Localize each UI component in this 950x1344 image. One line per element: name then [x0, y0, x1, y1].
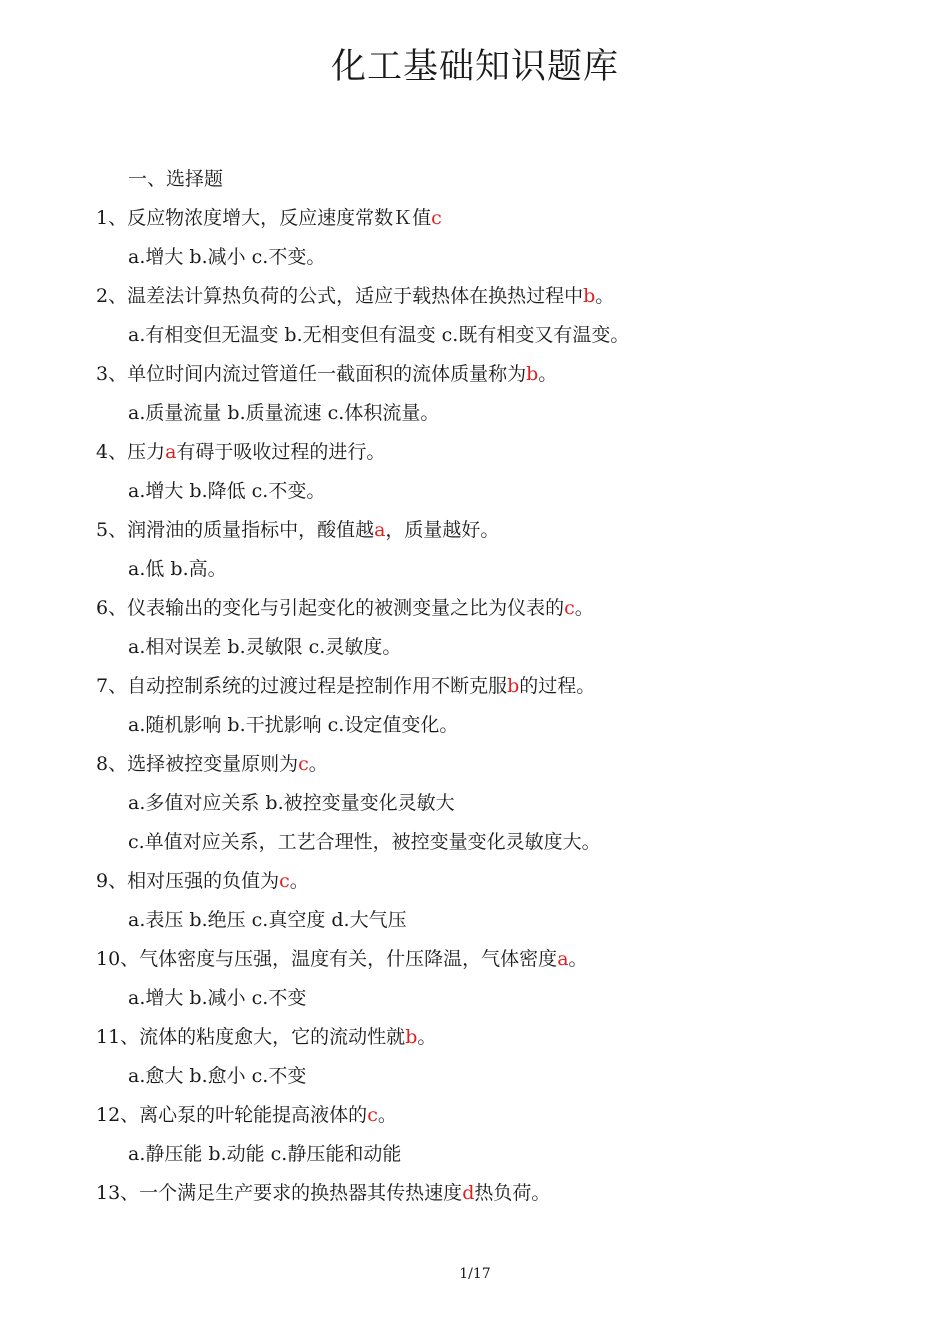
question-text: 3、单位时间内流过管道任一截面积的流体质量称为 — [96, 363, 527, 385]
question-text: 5、润滑油的质量指标中，酸值越 — [96, 519, 375, 541]
answer-options: a.有相变但无温变 b.无相变但有温变 c.既有相变又有温变。 — [128, 324, 630, 346]
question-text: 8、选择被控变量原则为 — [96, 753, 299, 775]
question-item — [96, 1101, 896, 1140]
answer-key: a — [374, 519, 386, 541]
answer-key: a — [165, 441, 177, 463]
question-text: 7、自动控制系统的过渡过程是控制作用不断克服 — [96, 675, 508, 697]
answer-options: a.增大 b.减小 c.不变。 — [128, 246, 326, 268]
question-text-suffix: 。 — [377, 1104, 397, 1126]
question-text-suffix: 。 — [568, 948, 588, 970]
answer-key: c — [298, 753, 309, 775]
section-heading: 一、选择题 — [128, 168, 224, 190]
question-text: 9、相对压强的负值为 — [96, 870, 280, 892]
question-text: 13、一个满足生产要求的换热器其传热速度 — [96, 1182, 463, 1204]
answer-options: a.增大 b.降低 c.不变。 — [128, 480, 326, 502]
question-item — [96, 438, 896, 477]
answer-key: a — [557, 948, 569, 970]
question-text: 4、压力 — [96, 441, 166, 463]
answer-options: a.愈大 b.愈小 c.不变 — [128, 1065, 307, 1087]
answer-key: c — [279, 870, 290, 892]
question-text-suffix: 。 — [289, 870, 309, 892]
question-text-suffix: 有碍于吸收过程的进行。 — [176, 441, 386, 463]
answer-key: c — [431, 207, 442, 229]
question-item — [96, 360, 896, 399]
answer-options: a.质量流量 b.质量流速 c.体积流量。 — [128, 402, 440, 424]
question-text-suffix: 的过程。 — [519, 675, 596, 697]
answer-key: b — [526, 363, 539, 385]
question-text-suffix: 。 — [595, 285, 615, 307]
answer-options: a.相对误差 b.灵敏限 c.灵敏度。 — [128, 636, 402, 658]
question-text-suffix: 热负荷。 — [474, 1182, 551, 1204]
question-item — [96, 1179, 896, 1218]
question-text-suffix: 。 — [574, 597, 594, 619]
question-text-suffix: ，质量越好。 — [385, 519, 500, 541]
answer-key: b — [405, 1026, 418, 1048]
question-text: 6、仪表输出的变化与引起变化的被测变量之比为仪表的 — [96, 597, 565, 619]
question-text: 1、反应物浓度增大，反应速度常数Ｋ值 — [96, 207, 432, 229]
question-text-suffix: 。 — [538, 363, 558, 385]
page-number: 1/17 — [459, 1266, 491, 1282]
question-text: 2、温差法计算热负荷的公式，适应于载热体在换热过程中 — [96, 285, 584, 307]
answer-options: c.单值对应关系，工艺合理性，被控变量变化灵敏度大。 — [128, 831, 601, 853]
answer-options: a.低 b.高。 — [128, 558, 227, 580]
question-item — [96, 750, 896, 789]
answer-options: a.表压 b.绝压 c.真空度 d.大气压 — [128, 909, 407, 931]
answer-key: b — [507, 675, 520, 697]
answer-key: c — [564, 597, 575, 619]
answer-key: b — [583, 285, 596, 307]
question-text-suffix: 。 — [308, 753, 328, 775]
question-item — [96, 945, 896, 984]
question-text: 10、气体密度与压强，温度有关，什压降温，气体密度 — [96, 948, 558, 970]
question-item — [96, 594, 896, 633]
answer-key: d — [462, 1182, 475, 1204]
answer-options: a.多值对应关系 b.被控变量变化灵敏大 — [128, 792, 455, 814]
question-item — [96, 204, 896, 243]
question-item — [96, 867, 896, 906]
question-text-suffix: 。 — [417, 1026, 437, 1048]
question-item — [96, 1023, 896, 1062]
question-text: 11、流体的粘度愈大，它的流动性就 — [96, 1026, 406, 1048]
answer-options: a.增大 b.减小 c.不变 — [128, 987, 307, 1009]
question-item — [96, 282, 896, 321]
answer-key: c — [367, 1104, 378, 1126]
answer-options: a.静压能 b.动能 c.静压能和动能 — [128, 1143, 402, 1165]
document-title: 化工基础知识题库 — [330, 47, 619, 87]
question-list — [96, 204, 896, 1218]
question-item — [96, 516, 896, 555]
question-text: 12、离心泵的叶轮能提高液体的 — [96, 1104, 368, 1126]
answer-options: a.随机影响 b.干扰影响 c.设定值变化。 — [128, 714, 459, 736]
question-item — [96, 672, 896, 711]
